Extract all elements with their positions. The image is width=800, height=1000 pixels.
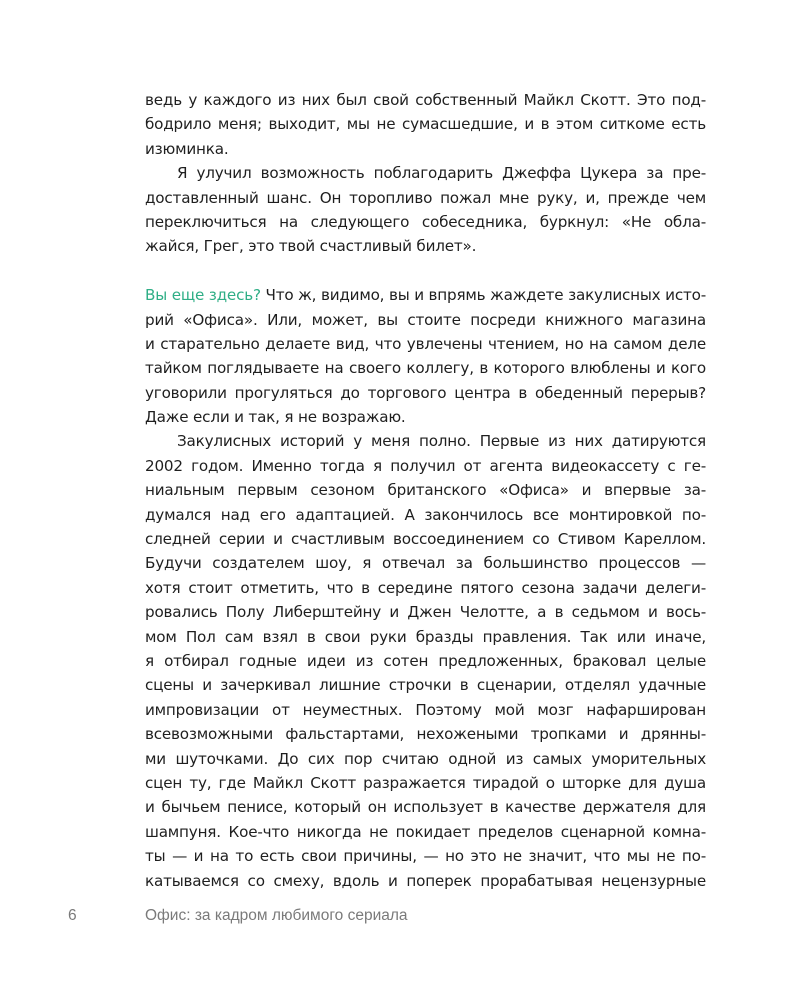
text-line: думался над его адаптацией. А закончилось все монтировкой по- [145, 505, 706, 524]
text-line: и бычьем пенисе, который он использует в качестве держателя для [145, 798, 706, 817]
text-line: ведь у каждого из них был свой собственный Майкл Скотт. Это под- [145, 91, 706, 109]
page-number: 6 [68, 907, 77, 924]
text-line: сцены и зачеркивал лишние строчки в сценарии, отделял удачные [145, 676, 706, 695]
running-title: Офис: за кадром любимого сериала [145, 907, 408, 924]
text-line: бодрило меня; выходит, мы не сумасшедшие, и в этом ситкоме есть [145, 115, 706, 134]
text-line: рий «Офиса». Или, может, вы стоите посреди книжного магазина [145, 310, 706, 329]
text-line: Будучи создателем шоу, я отвечал за большинство процессов — [145, 554, 706, 573]
text-line: ми шуточками. До сих пор считаю одной из самых уморительных [145, 749, 706, 768]
text-line: Я улучил возможность поблагодарить Джеффа Цукера за пре- [177, 164, 706, 183]
text-line: Закулисных историй у меня полно. Первые из них датируются [177, 432, 706, 451]
text-line: и старательно делаете вид, что увлечены чтением, но на самом деле [145, 334, 706, 353]
page-footer [0, 907, 800, 937]
text-line: доставленный шанс. Он торопливо пожал мне руку, и, прежде чем [145, 188, 706, 207]
text-line: сцен ту, где Майкл Скотт разражается тирадой о шторке для душа [145, 773, 706, 792]
section-break [145, 259, 706, 283]
text-line-rest: Что ж, видимо, вы и впрямь жаждете закулисных исто- [260, 286, 706, 305]
text-line: следней серии и счастливым воссоединением со Стивом Кареллом. [145, 530, 706, 549]
text-line: переключиться на следующего собеседника, буркнул: «Не обла- [145, 212, 706, 231]
text-line: всевозможными фальстартами, нехожеными тропками и дрянны- [145, 725, 706, 744]
text-line: мом Пол сам взял в свои руки бразды правления. Так или иначе, [145, 627, 706, 646]
text-line: уговорили прогуляться до торгового центра в обеденный перерыв? [145, 383, 706, 402]
text-line: ниальным первым сезоном британского «Офиса» и впервые за- [145, 481, 706, 500]
text-line: изюминка. [145, 139, 229, 158]
lead-highlight: Вы еще здесь? [145, 286, 261, 305]
text-line: тайком поглядываете на своего коллегу, в которого влюблены и кого [145, 359, 706, 378]
text-line: шампуня. Кое-что никогда не покидает пределов сценарной комна- [145, 822, 706, 841]
text-line: я отбирал годные идеи из сотен предложенных, браковал целые [145, 651, 706, 670]
text-line: ты — и на то есть свои причины, — но это не значит, что мы не по- [145, 847, 706, 866]
text-line: жайся, Грег, это твой счастливый билет». [145, 237, 477, 256]
text-line: катываемся со смеху, вдоль и поперек прорабатывая нецензурные [145, 871, 706, 890]
text-line: Даже если и так, я не возражаю. [145, 408, 406, 427]
text-line: хотя стоит отметить, что в середине пятого сезона задачи делеги- [145, 578, 706, 597]
text-line [145, 283, 706, 307]
text-line: 2002 годом. Именно тогда я получил от агента видеокассету с ге- [145, 456, 706, 475]
text-line: импровизации от неуместных. Поэтому мой мозг нафарширован [145, 700, 706, 719]
body-text [145, 88, 706, 893]
text-line: ровались Полу Либерштейну и Джен Челотте, а в седьмом и вось- [145, 603, 706, 622]
